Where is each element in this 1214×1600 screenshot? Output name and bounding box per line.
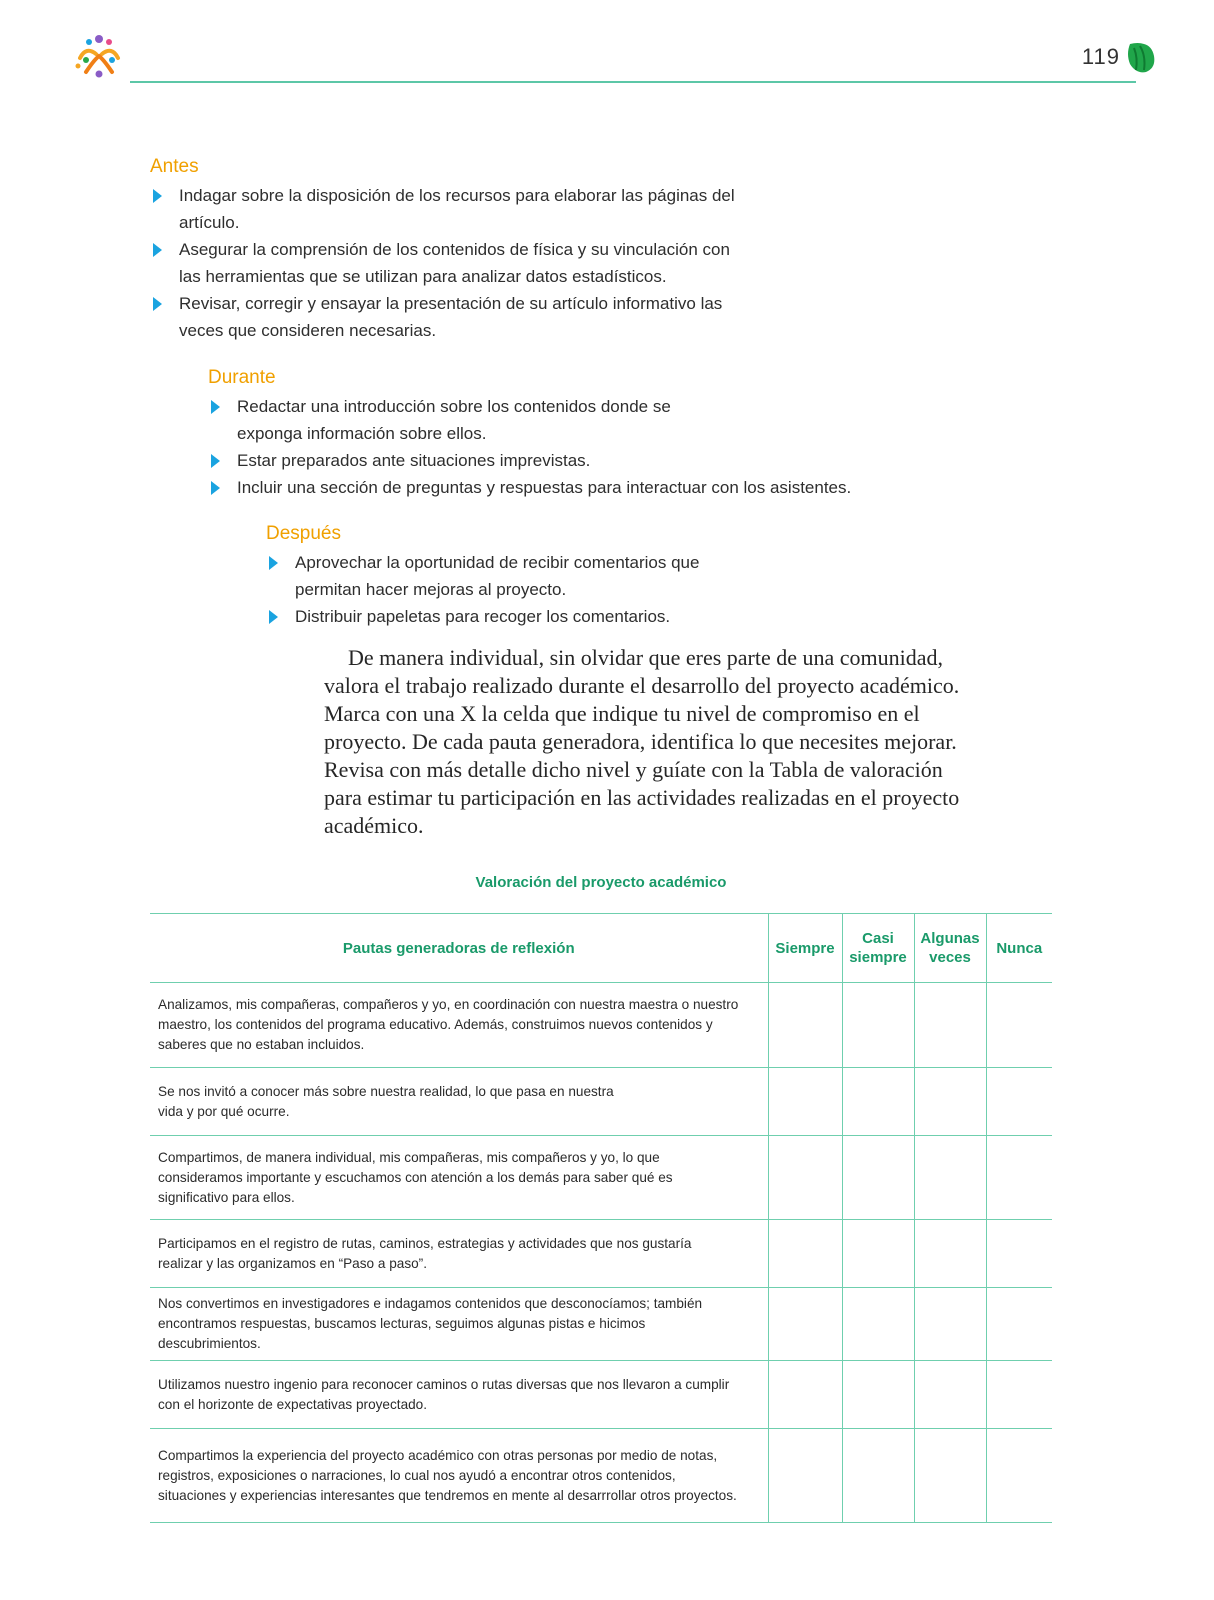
cell-siempre[interactable] <box>768 1136 842 1220</box>
table-row <box>150 983 1052 1068</box>
table-row <box>150 1136 1052 1220</box>
cell-casi-siempre[interactable] <box>842 1288 914 1361</box>
list-despues <box>266 549 766 630</box>
cell-nunca[interactable] <box>986 1068 1052 1136</box>
list-item-text: Asegurar la comprensión de los contenidos de física y su vinculación con las herramientas que se utilizan para analizar datos estadísticos. <box>179 240 730 286</box>
list-item <box>208 447 928 474</box>
table-header-row <box>150 914 1052 983</box>
list-item <box>266 603 766 630</box>
leaf-icon <box>1124 40 1158 76</box>
header-algunas-veces: Algunas veces <box>914 914 986 983</box>
triangle-bullet-icon <box>211 400 220 414</box>
page-number: 119 <box>1081 44 1120 69</box>
cell-siempre[interactable] <box>768 1361 842 1429</box>
instructions-text: De manera individual, sin olvidar que eres parte de una comunidad, valora el trabajo realizado durante el desarrollo del proyecto académico. Marca con una X la celda que indique tu nivel de compromiso en el proyecto. De cada pauta generadora, identifica lo que necesites mejorar. Revisa con más detalle dicho nivel y guíate con la Tabla de valoración para estimar tu participación en las actividades realizadas en el proyecto académico. <box>324 645 960 838</box>
cell-nunca[interactable] <box>986 1429 1052 1523</box>
triangle-bullet-icon <box>269 610 278 624</box>
row-description: Compartimos, de manera individual, mis compañeras, mis compañeros y yo, lo que consideramos importante y escuchamos con atención a los demás para saber qué es significativo para ellos. <box>150 1136 768 1220</box>
table-caption: Valoración del proyecto académico <box>475 874 727 891</box>
cell-casi-siempre[interactable] <box>842 1429 914 1523</box>
cell-siempre[interactable] <box>768 1068 842 1136</box>
triangle-bullet-icon <box>211 481 220 495</box>
header-rule <box>130 81 1136 83</box>
triangle-bullet-icon <box>153 189 162 203</box>
cell-nunca[interactable] <box>986 1361 1052 1429</box>
cell-algunas-veces[interactable] <box>914 1288 986 1361</box>
list-item <box>208 474 928 501</box>
triangle-bullet-icon <box>153 297 162 311</box>
cell-nunca[interactable] <box>986 983 1052 1068</box>
list-durante <box>208 393 928 501</box>
list-item-text: Redactar una introducción sobre los contenidos donde se exponga información sobre ellos. <box>237 397 671 443</box>
cell-nunca[interactable] <box>986 1220 1052 1288</box>
cell-algunas-veces[interactable] <box>914 1136 986 1220</box>
list-antes <box>150 182 750 344</box>
cell-casi-siempre[interactable] <box>842 983 914 1068</box>
cell-casi-siempre[interactable] <box>842 1361 914 1429</box>
section-antes <box>150 156 750 344</box>
cell-algunas-veces[interactable] <box>914 1068 986 1136</box>
list-item-text: Distribuir papeletas para recoger los comentarios. <box>295 607 671 626</box>
cell-siempre[interactable] <box>768 983 842 1068</box>
section-title-antes: Antes <box>150 156 199 177</box>
series-logo <box>72 32 126 86</box>
list-item-text: Revisar, corregir y ensayar la presentación de su artículo informativo las veces que consideren necesarias. <box>179 294 723 340</box>
header-siempre: Siempre <box>768 914 842 983</box>
header-casi-siempre: Casi siempre <box>842 914 914 983</box>
row-description: Participamos en el registro de rutas, caminos, estrategias y actividades que nos gustaría realizar y las organizamos en “Paso a paso”. <box>150 1220 768 1288</box>
cell-casi-siempre[interactable] <box>842 1068 914 1136</box>
cell-casi-siempre[interactable] <box>842 1136 914 1220</box>
cell-nunca[interactable] <box>986 1136 1052 1220</box>
section-title-durante: Durante <box>208 367 276 388</box>
list-item <box>150 290 750 344</box>
section-durante <box>208 367 928 501</box>
list-item-text: Incluir una sección de preguntas y respuestas para interactuar con los asistentes. <box>237 478 852 497</box>
cell-siempre[interactable] <box>768 1429 842 1523</box>
assessment-table <box>150 913 1052 1523</box>
section-despues <box>266 523 766 630</box>
table-row <box>150 1220 1052 1288</box>
cell-siempre[interactable] <box>768 1220 842 1288</box>
table-row <box>150 1068 1052 1136</box>
row-description: Nos convertimos en investigadores e indagamos contenidos que desconocíamos; también encontramos respuestas, buscamos lecturas, seguimos algunas pistas e hicimos descubrimientos. <box>150 1288 768 1361</box>
list-item <box>150 182 750 236</box>
list-item <box>150 236 750 290</box>
cell-algunas-veces[interactable] <box>914 1429 986 1523</box>
row-description: Se nos invitó a conocer más sobre nuestra realidad, lo que pasa en nuestra vida y por qué ocurre. <box>150 1068 768 1136</box>
cell-algunas-veces[interactable] <box>914 1361 986 1429</box>
instructions-paragraph <box>324 644 964 840</box>
row-description: Analizamos, mis compañeras, compañeros y yo, en coordinación con nuestra maestra o nuestro maestro, los contenidos del programa educativo. Además, construimos nuevos contenidos y saberes que no estaban incluidos. <box>150 983 768 1068</box>
list-item-text: Indagar sobre la disposición de los recursos para elaborar las páginas del artículo. <box>179 186 735 232</box>
list-item <box>208 393 677 447</box>
cell-siempre[interactable] <box>768 1288 842 1361</box>
table-row <box>150 1429 1052 1523</box>
header-pautas: Pautas generadoras de reflexión <box>150 914 768 983</box>
cell-casi-siempre[interactable] <box>842 1220 914 1288</box>
list-item <box>266 549 715 603</box>
row-description: Compartimos la experiencia del proyecto académico con otras personas por medio de notas, registros, exposiciones o narraciones, lo cual nos ayudó a encontrar otros contenidos, situaciones y experiencias interesantes que tendremos en mente al desarrrollar otros proyectos. <box>150 1429 768 1523</box>
list-item-text: Aprovechar la oportunidad de recibir comentarios que permitan hacer mejoras al proyecto. <box>295 553 700 599</box>
header-nunca: Nunca <box>986 914 1052 983</box>
cell-nunca[interactable] <box>986 1288 1052 1361</box>
cell-algunas-veces[interactable] <box>914 983 986 1068</box>
triangle-bullet-icon <box>211 454 220 468</box>
triangle-bullet-icon <box>269 556 278 570</box>
cell-algunas-veces[interactable] <box>914 1220 986 1288</box>
table-row <box>150 1288 1052 1361</box>
row-description: Utilizamos nuestro ingenio para reconocer caminos o rutas diversas que nos llevaron a cumplir con el horizonte de expectativas proyectado. <box>150 1361 768 1429</box>
table-row <box>150 1361 1052 1429</box>
list-item-text: Estar preparados ante situaciones imprevistas. <box>237 451 591 470</box>
section-title-despues: Después <box>266 523 341 544</box>
triangle-bullet-icon <box>153 243 162 257</box>
